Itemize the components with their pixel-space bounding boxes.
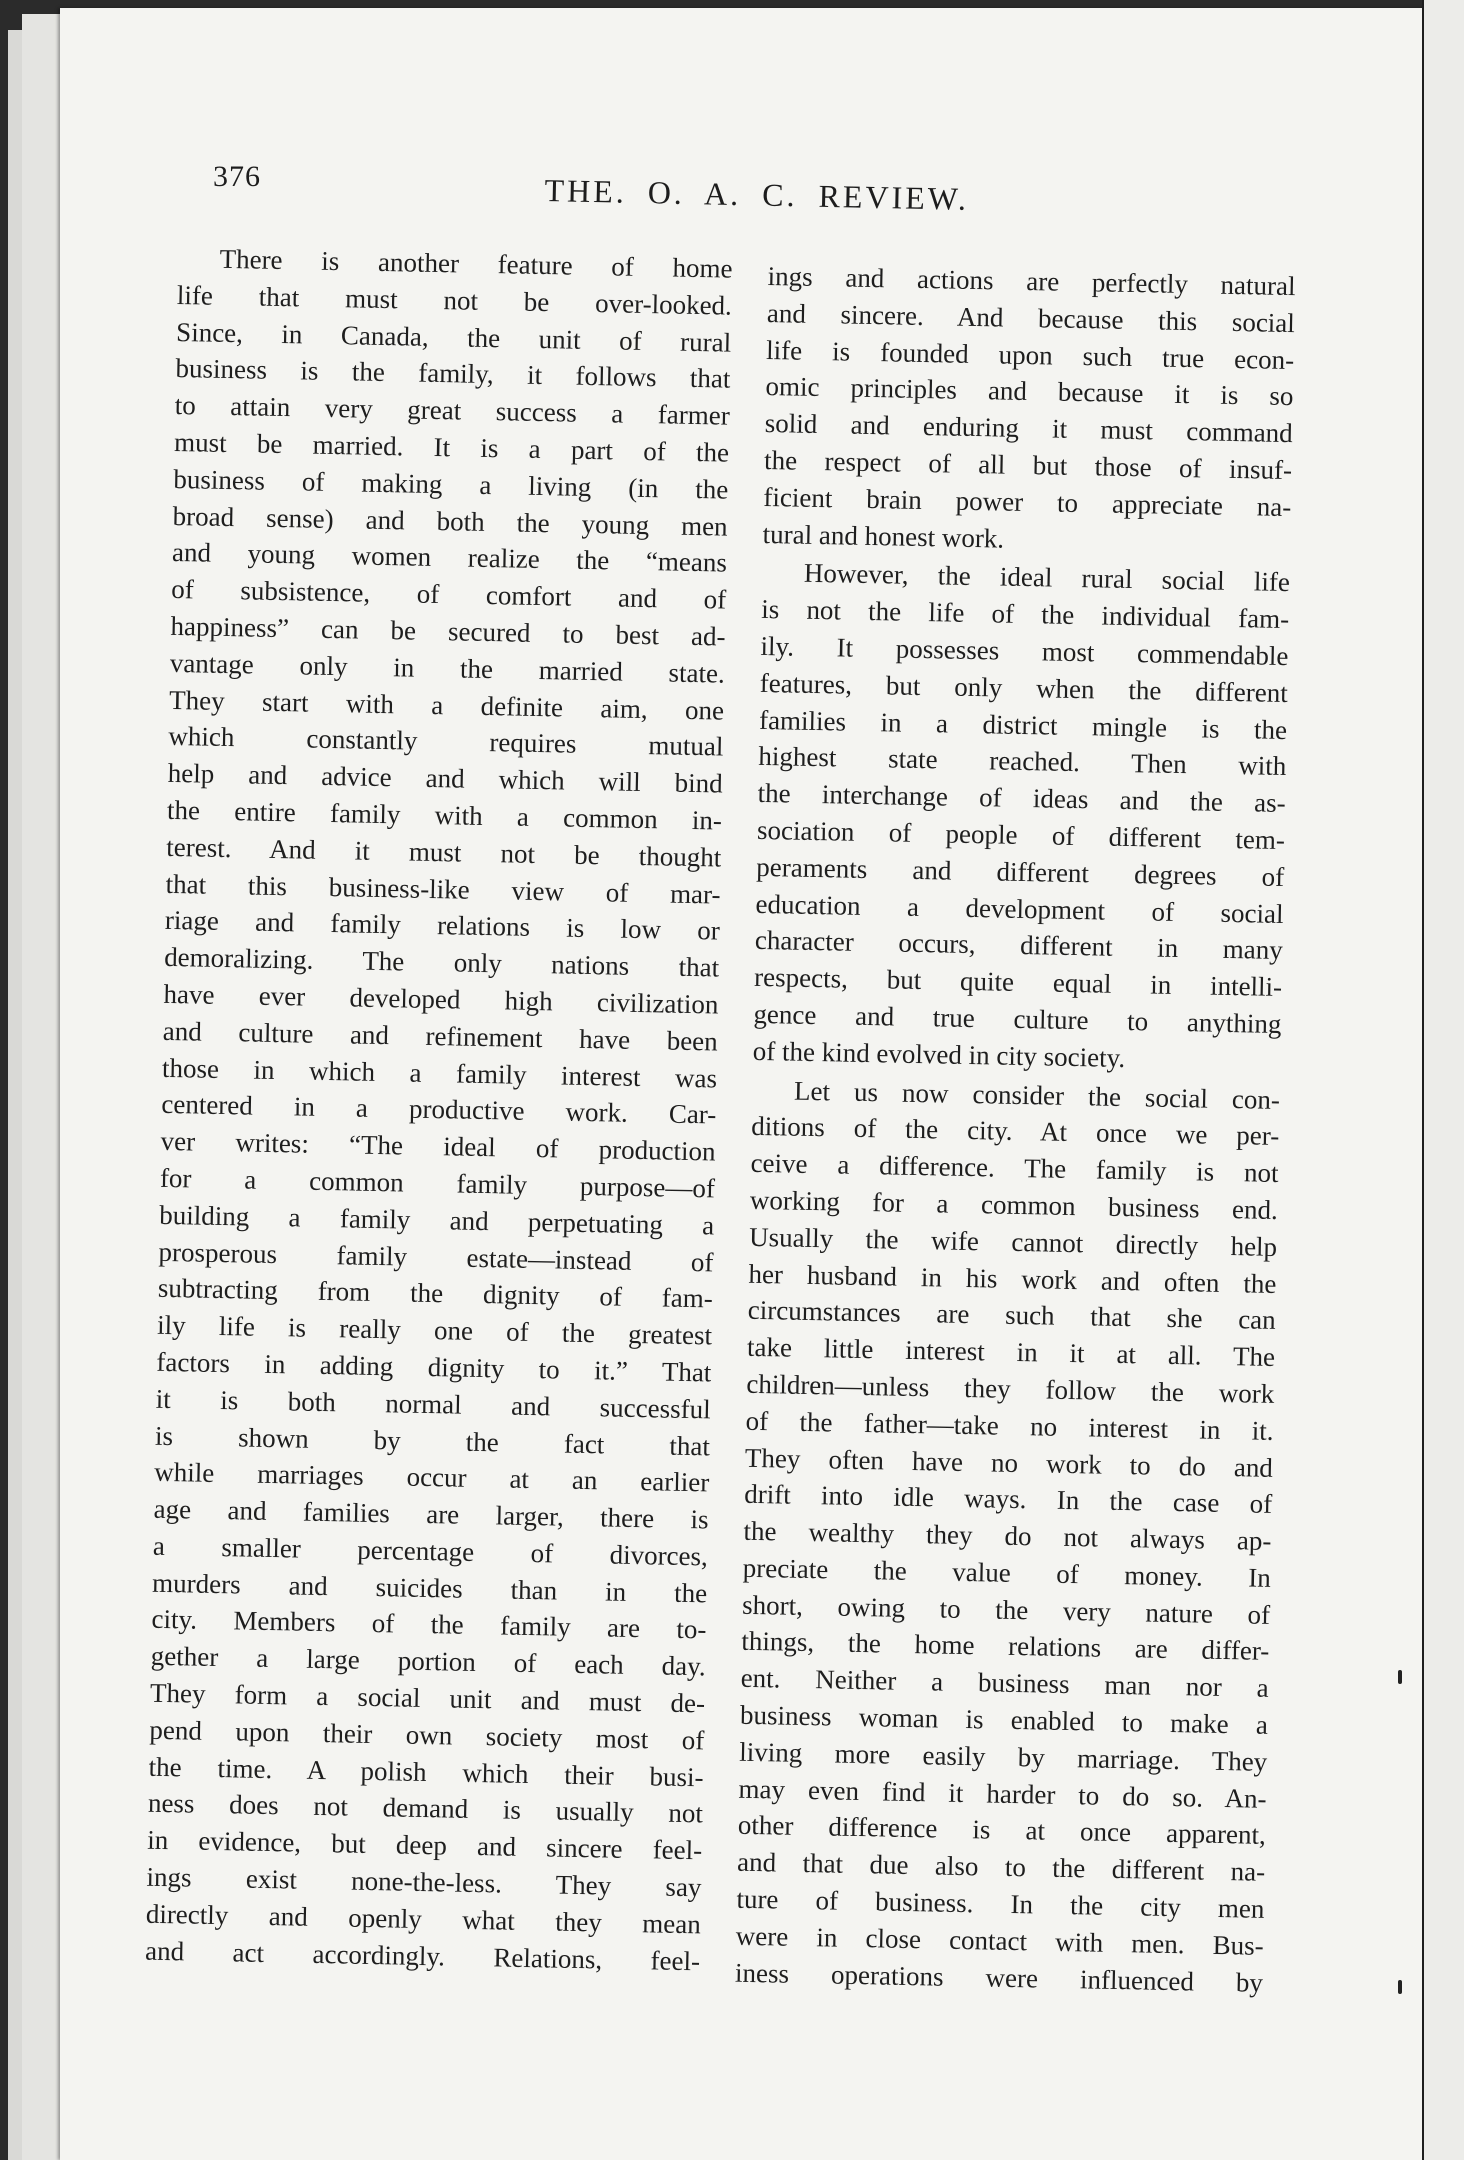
text-line: the respect of all but those of insuf- <box>763 444 1293 486</box>
text-line: centered in a productive work. Car- <box>161 1089 717 1130</box>
text-line: things, the home relations are differ- <box>741 1626 1270 1667</box>
text-line: help and advice and which will bind <box>167 758 723 799</box>
text-line: and young women realize the “means <box>171 537 728 578</box>
text-line: However, the ideal rural social life <box>803 558 1291 598</box>
text-line: in evidence, but deep and sincere feel- <box>146 1824 703 1866</box>
text-line: life that must not be over-looked. <box>176 279 733 321</box>
text-line: working for a common business end. <box>749 1184 1279 1225</box>
text-line: murders and suicides than in the <box>151 1567 708 1609</box>
text-line: They often have no work to do and <box>744 1442 1274 1483</box>
text-line: highest state reached. Then with <box>758 741 1287 782</box>
text-line: prosperous family estate—instead of <box>158 1236 714 1277</box>
text-line: respects, but quite equal in intelli- <box>753 962 1283 1003</box>
text-line: circumstances are such that she can <box>747 1295 1276 1336</box>
text-line: her husband in his work and often the <box>748 1258 1277 1299</box>
text-line: and that due also to the different na- <box>736 1846 1266 1888</box>
page-number: 376 <box>213 160 261 193</box>
text-line: sociation of people of different tem- <box>756 814 1286 855</box>
text-line: ily life is really one of the greatest <box>156 1309 713 1351</box>
text-line: ness does not demand is usually not <box>147 1788 704 1829</box>
running-head: THE. O. A. C. REVIEW. <box>544 172 970 217</box>
page-edge-mark-2 <box>1398 1980 1402 1994</box>
text-line: ings and actions are perfectly natural <box>767 260 1296 302</box>
text-line: broad sense) and both the young men <box>172 500 728 542</box>
text-line: age and families are larger, there is <box>153 1493 709 1535</box>
text-line: omic principles and because it is so <box>765 371 1294 412</box>
text-line: while marriages occur at an earlier <box>154 1457 710 1498</box>
text-line: have ever developed high civilization <box>163 978 719 1020</box>
text-line: which constantly requires mutual <box>168 721 724 762</box>
text-line: the interchange of ideas and the as- <box>757 778 1286 819</box>
text-line: city. Members of the family are to- <box>151 1604 707 1645</box>
text-line: and sincere. And because this social <box>766 297 1296 338</box>
text-line: for a common family purpose—of <box>159 1162 716 1204</box>
text-line: education a development of social <box>755 888 1284 929</box>
text-line: demoralizing. The only nations that <box>163 942 720 983</box>
text-line: ily. It possesses most commendable <box>760 630 1289 672</box>
text-line: character occurs, different in many <box>754 925 1284 966</box>
text-line: preciate the value of money. In <box>742 1552 1272 1593</box>
text-line: take little interest in it at all. The <box>746 1331 1276 1373</box>
text-line: ceive a difference. The family is not <box>750 1147 1279 1189</box>
text-line: business is the family, it follows that <box>175 353 731 395</box>
text-line: ings exist none-the-less. They say <box>146 1861 702 1903</box>
text-line: tural and honest work. <box>762 518 1005 554</box>
text-line: short, owing to the very nature of <box>741 1589 1271 1630</box>
text-line: business woman is enabled to make a <box>739 1699 1269 1740</box>
text-line: factors in adding dignity to it.” That <box>156 1346 712 1388</box>
text-line: They start with a definite aim, one <box>168 684 725 726</box>
text-line: the time. A polish which their busi- <box>148 1751 704 1793</box>
text-line: must be married. It is a part of the <box>173 426 730 468</box>
text-line: Usually the wife cannot directly help <box>748 1221 1278 1262</box>
left-text-column <box>145 240 733 1980</box>
text-line: subtracting from the dignity of fam- <box>157 1273 714 1314</box>
text-line: of the father—take no interest in it. <box>745 1405 1274 1446</box>
text-line: other difference is at once apparent, <box>737 1810 1267 1851</box>
page-edge-mark <box>1398 1670 1402 1684</box>
text-line: features, but only when the different <box>759 667 1289 708</box>
page-right-edge <box>1422 0 1464 2160</box>
text-line: is shown by the fact that <box>154 1420 711 1461</box>
text-line: gence and true culture to anything <box>753 998 1282 1039</box>
text-line: that this business-like view of mar- <box>165 868 721 910</box>
text-line: drift into idle ways. In the case of <box>743 1479 1273 1520</box>
text-line: living more easily by marriage. They <box>739 1736 1268 1777</box>
text-line: of the kind evolved in city society. <box>752 1035 1126 1073</box>
text-line: ent. Neither a business man nor a <box>740 1663 1269 1704</box>
text-line: happiness” can be secured to best ad- <box>170 610 726 652</box>
text-line: Let us now consider the social con- <box>793 1075 1281 1115</box>
text-line: those in which a family interest was <box>161 1052 718 1094</box>
text-line: the entire family with a common in- <box>166 794 723 836</box>
text-line: vantage only in the married state. <box>169 647 726 689</box>
text-line: ver writes: “The ideal of production <box>160 1125 716 1167</box>
text-line: is not the life of the individual fam- <box>760 594 1290 635</box>
text-line: to attain very great success a farmer <box>174 390 731 431</box>
text-line: pend upon their own society most of <box>149 1714 705 1756</box>
text-line: ture of business. In the city men <box>736 1883 1265 1924</box>
text-line: Since, in Canada, the unit of rural <box>175 316 732 358</box>
text-line: life is founded upon such true econ- <box>765 334 1295 375</box>
text-line: There is another feature of home <box>219 243 733 284</box>
text-line: may even find it harder to do so. An- <box>738 1773 1267 1814</box>
text-line: riage and family relations is low or <box>164 905 721 946</box>
text-line: terest. And it must not be thought <box>166 831 722 873</box>
text-line: peraments and different degrees of <box>756 851 1285 892</box>
text-line: a smaller percentage of divorces, <box>152 1530 709 1572</box>
text-line: gether a large portion of each day. <box>150 1641 706 1682</box>
text-line: children—unless they follow the work <box>746 1368 1275 1409</box>
text-line: building a family and perpetuating a <box>158 1199 715 1241</box>
text-line: were in close contact with men. Bus- <box>735 1920 1264 1961</box>
text-line: ditions of the city. At once we per- <box>751 1111 1280 1152</box>
text-line: iness operations were influenced by <box>734 1957 1264 1998</box>
text-line: the wealthy they do not always ap- <box>743 1515 1272 1556</box>
right-text-column <box>735 258 1296 2001</box>
text-line: of subsistence, of comfort and of <box>171 574 727 615</box>
text-line: directly and openly what they mean <box>145 1898 702 1940</box>
text-line: and culture and refinement have been <box>162 1015 719 1057</box>
text-line: They form a social unit and must de- <box>149 1677 706 1719</box>
text-line: families in a district mingle is the <box>758 704 1288 745</box>
text-line: business of making a living (in the <box>173 463 729 505</box>
text-line: ficient brain power to appreciate na- <box>763 481 1292 522</box>
text-line: solid and enduring it must command <box>764 408 1294 449</box>
text-line: and act accordingly. Relations, feel- <box>144 1935 701 1976</box>
text-line: it is both normal and successful <box>155 1383 711 1425</box>
